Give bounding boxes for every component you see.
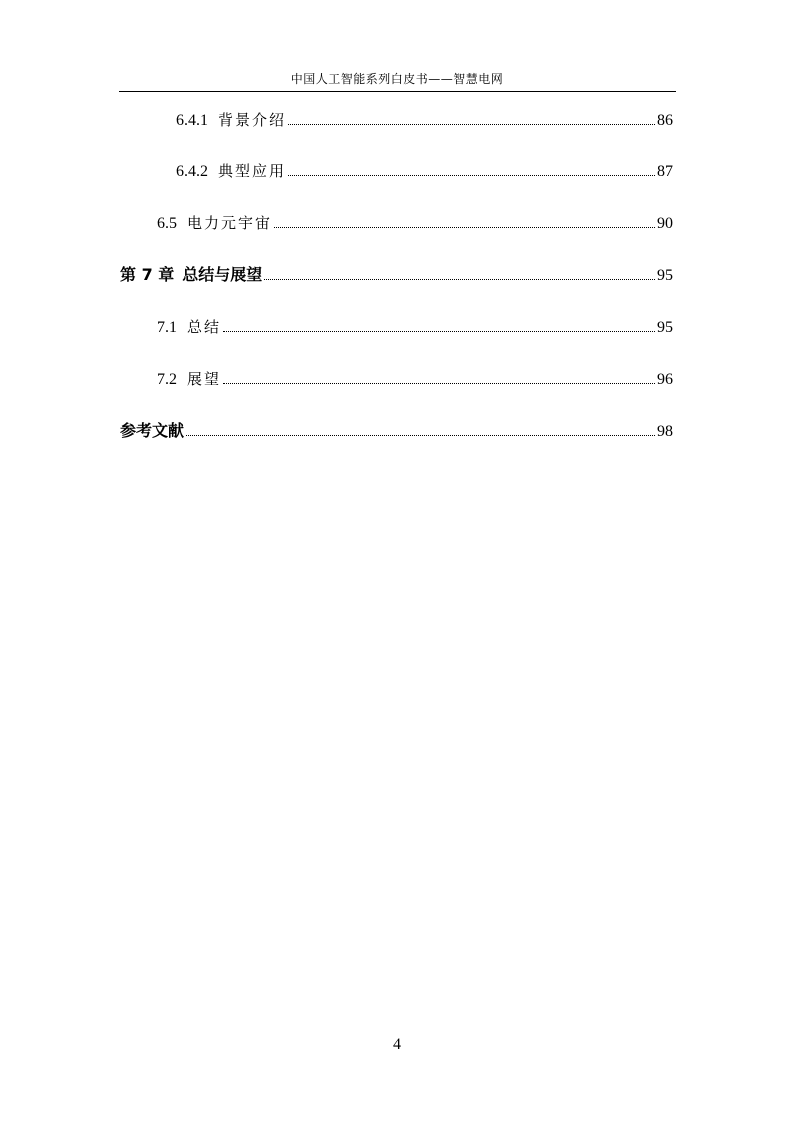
toc-entry-number: 6.4.1 <box>176 112 208 129</box>
toc-entry-7-1[interactable] <box>157 313 673 337</box>
toc-dot-leader <box>288 124 655 125</box>
toc-entry-page: 95 <box>657 319 673 336</box>
toc-entry-title: 典型应用 <box>218 162 287 180</box>
toc-entry-page: 98 <box>657 423 673 440</box>
toc-dot-leader <box>223 331 655 332</box>
toc-dot-leader <box>288 175 655 176</box>
toc-entry-page: 96 <box>657 371 673 388</box>
toc-entry-number: 6.5 <box>157 215 177 232</box>
toc-entry-chapter-7[interactable] <box>120 261 673 285</box>
toc-entry-page: 86 <box>657 112 673 129</box>
toc-entry-page: 87 <box>657 163 673 180</box>
toc-entry-6-5[interactable] <box>157 209 673 233</box>
toc-entry-references[interactable] <box>120 417 673 441</box>
toc-entry-number: 7.2 <box>157 371 177 388</box>
toc-entry-6-4-1[interactable] <box>176 106 673 130</box>
toc-entry-number: 参考文献 <box>120 421 185 440</box>
toc-entry-number: 第 7 章 <box>120 265 175 284</box>
toc-dot-leader <box>186 435 655 436</box>
toc-entry-title: 展望 <box>187 370 222 388</box>
toc-entry-page: 95 <box>657 267 673 284</box>
toc-entry-title: 总结与展望 <box>182 265 263 284</box>
toc-entry-7-2[interactable] <box>157 365 673 389</box>
toc-entry-title: 背景介绍 <box>218 111 287 129</box>
toc-entry-title: 电力元宇宙 <box>187 214 273 232</box>
toc-dot-leader <box>223 383 655 384</box>
page-number: 4 <box>393 1036 401 1053</box>
toc-dot-leader <box>264 279 655 280</box>
toc-entry-title: 总结 <box>187 318 222 336</box>
toc-entry-page: 90 <box>657 215 673 232</box>
header-divider <box>119 91 676 92</box>
toc-entry-number: 6.4.2 <box>176 163 208 180</box>
toc-entry-number: 7.1 <box>157 319 177 336</box>
header-title: 中国人工智能系列白皮书——智慧电网 <box>290 72 504 86</box>
toc-dot-leader <box>274 227 655 228</box>
toc-entry-6-4-2[interactable] <box>176 157 673 181</box>
